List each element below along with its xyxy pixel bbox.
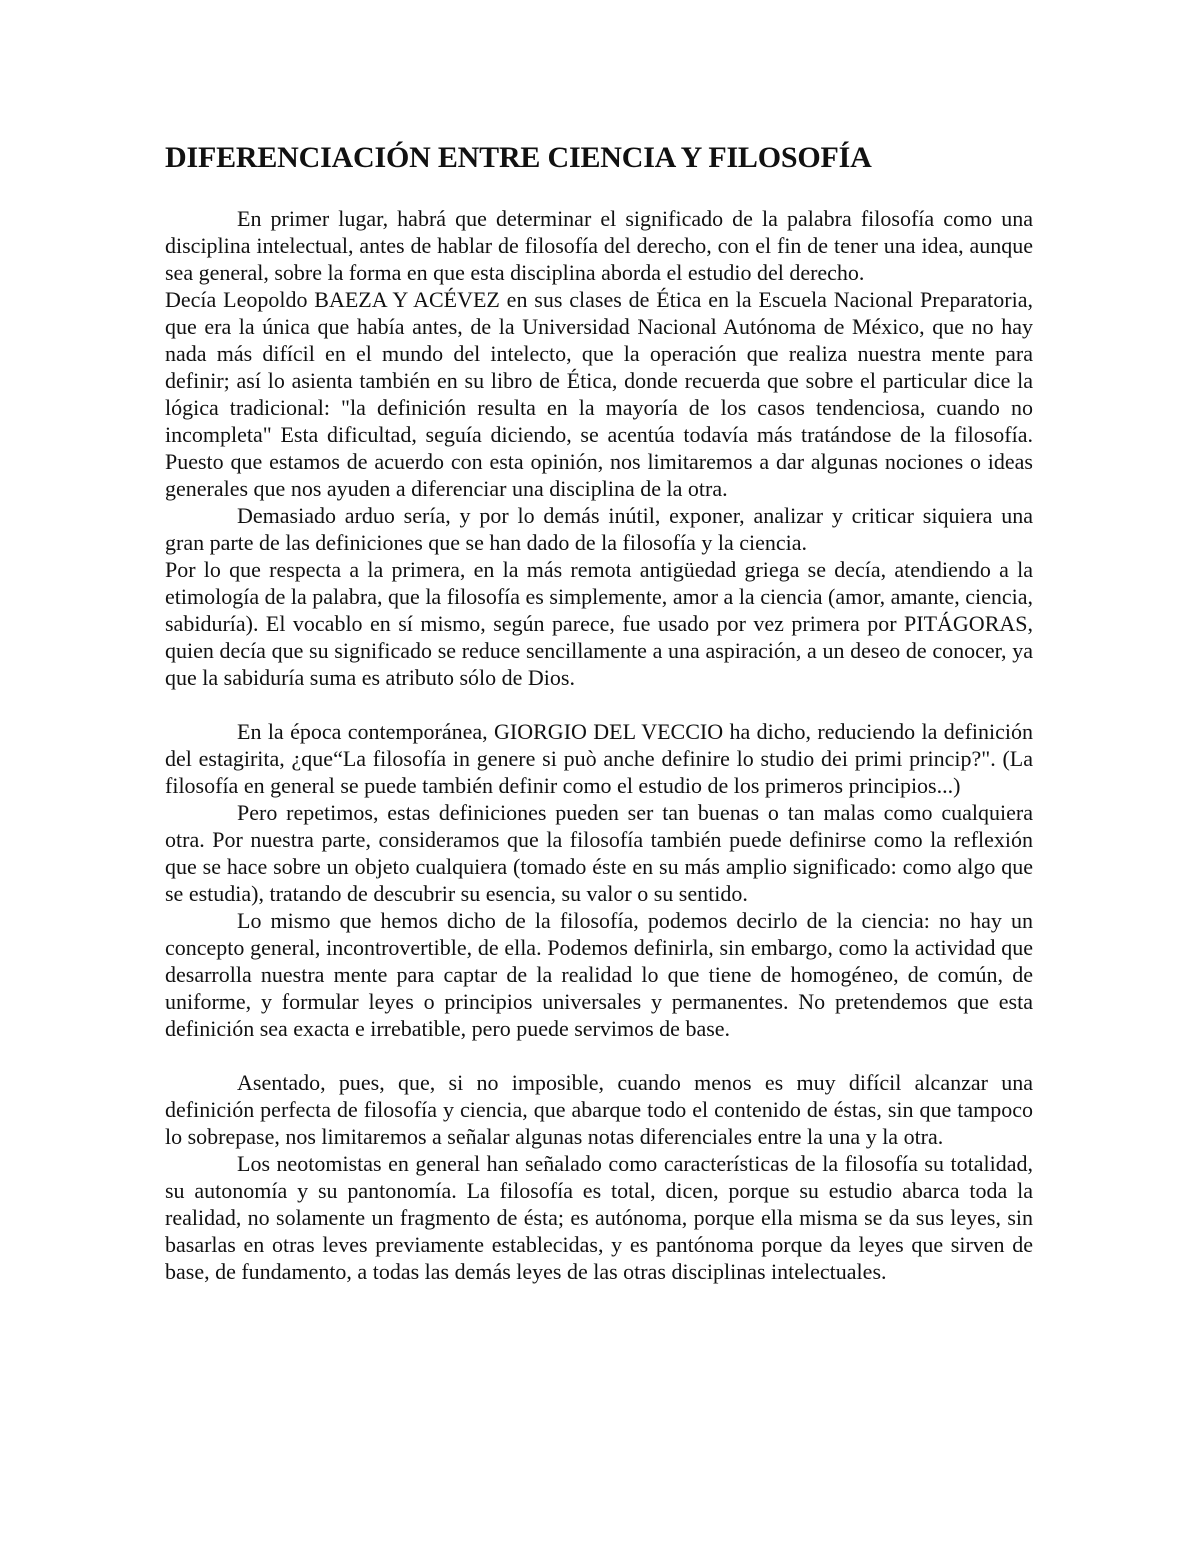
- paragraph-7: Lo mismo que hemos dicho de la filosofía, podemos decirlo de la ciencia: no hay un concepto general, incontrovertible, de ella. Podemos definirla, sin embargo, como la actividad que desarrolla nuestra mente para captar de la realidad lo que tiene de homogéneo, de común, de uniforme, y formular leyes o principios universales y permanentes. No pretendemos que esta definición sea exacta e irrebatible, pero puede servimos de base.: [165, 908, 1033, 1041]
- paragraph-2: Decía Leopoldo BAEZA Y ACÉVEZ en sus clases de Ética en la Escuela Nacional Preparatoria, que era la única que había antes, de la Universidad Nacional Autónoma de México, que no hay nada más difícil en el mundo del intelecto, que la operación que realiza nuestra mente para definir; así lo asienta también en su libro de Ética, donde recuerda que sobre el particular dice la lógica tradicional: "la definición resulta en la mayoría de los casos tendenciosa, cuando no incompleta" Esta dificultad, seguía diciendo, se acentúa todavía más tratándose de la filosofía. Puesto que estamos de acuerdo con esta opinión, nos limitaremos a dar algunas nociones o ideas generales que nos ayuden a diferenciar una disciplina de la otra.: [165, 287, 1033, 501]
- paragraph-8: Asentado, pues, que, si no imposible, cuando menos es muy difícil alcanzar una definición perfecta de filosofía y ciencia, que abarque todo el contenido de éstas, sin que tampoco lo sobrepase, nos limitaremos a señalar algunas notas diferenciales entre la una y la otra.: [165, 1070, 1033, 1149]
- paragraph-6: Pero repetimos, estas definiciones pueden ser tan buenas o tan malas como cualquiera otra. Por nuestra parte, consideramos que la filosofía también puede definirse como la reflexión que se hace sobre un objeto cualquiera (tomado éste en su más amplio significado: como algo que se estudia), tratando de descubrir su esencia, su valor o su sentido.: [165, 800, 1033, 906]
- paragraph-5: En la época contemporánea, GIORGIO DEL VECCIO ha dicho, reduciendo la definición del estagirita, ¿que“La filosofía in genere si può anche definire lo studio dei primi princip?". (La filosofía en general se puede también definir como el estudio de los primeros principios...): [165, 719, 1033, 798]
- paragraph-3: Demasiado arduo sería, y por lo demás inútil, exponer, analizar y criticar siquiera una gran parte de las definiciones que se han dado de la filosofía y la ciencia.: [165, 503, 1033, 555]
- paragraph-spacer: [165, 691, 1033, 718]
- document-body: [165, 138, 1033, 1285]
- paragraph-1: En primer lugar, habrá que determinar el significado de la palabra filosofía como una disciplina intelectual, antes de hablar de filosofía del derecho, con el fin de tener una idea, aunque sea general, sobre la forma en que esta disciplina aborda el estudio del derecho.: [165, 206, 1033, 285]
- paragraph-spacer: [165, 1042, 1033, 1069]
- paragraph-9: Los neotomistas en general han señalado como características de la filosofía su totalidad, su autonomía y su pantonomía. La filosofía es total, dicen, porque su estudio abarca toda la realidad, no solamente un fragmento de ésta; es autónoma, porque ella misma se da sus leyes, sin basarlas en otras leves previamente establecidas, y es pantónoma porque da leyes que sirven de base, de fundamento, a todas las demás leyes de las otras disciplinas intelectuales.: [165, 1151, 1033, 1284]
- document-title: DIFERENCIACIÓN ENTRE CIENCIA Y FILOSOFÍA: [165, 141, 872, 174]
- paragraph-4: Por lo que respecta a la primera, en la más remota antigüedad griega se decía, atendiendo a la etimología de la palabra, que la filosofía es simplemente, amor a la ciencia (amor, amante, ciencia, sabiduría). El vocablo en sí mismo, según parece, fue usado por vez primera por PITÁGORAS, quien decía que su significado se reduce sencillamente a una aspiración, a un deseo de conocer, ya que la sabiduría suma es atributo sólo de Dios.: [165, 557, 1033, 690]
